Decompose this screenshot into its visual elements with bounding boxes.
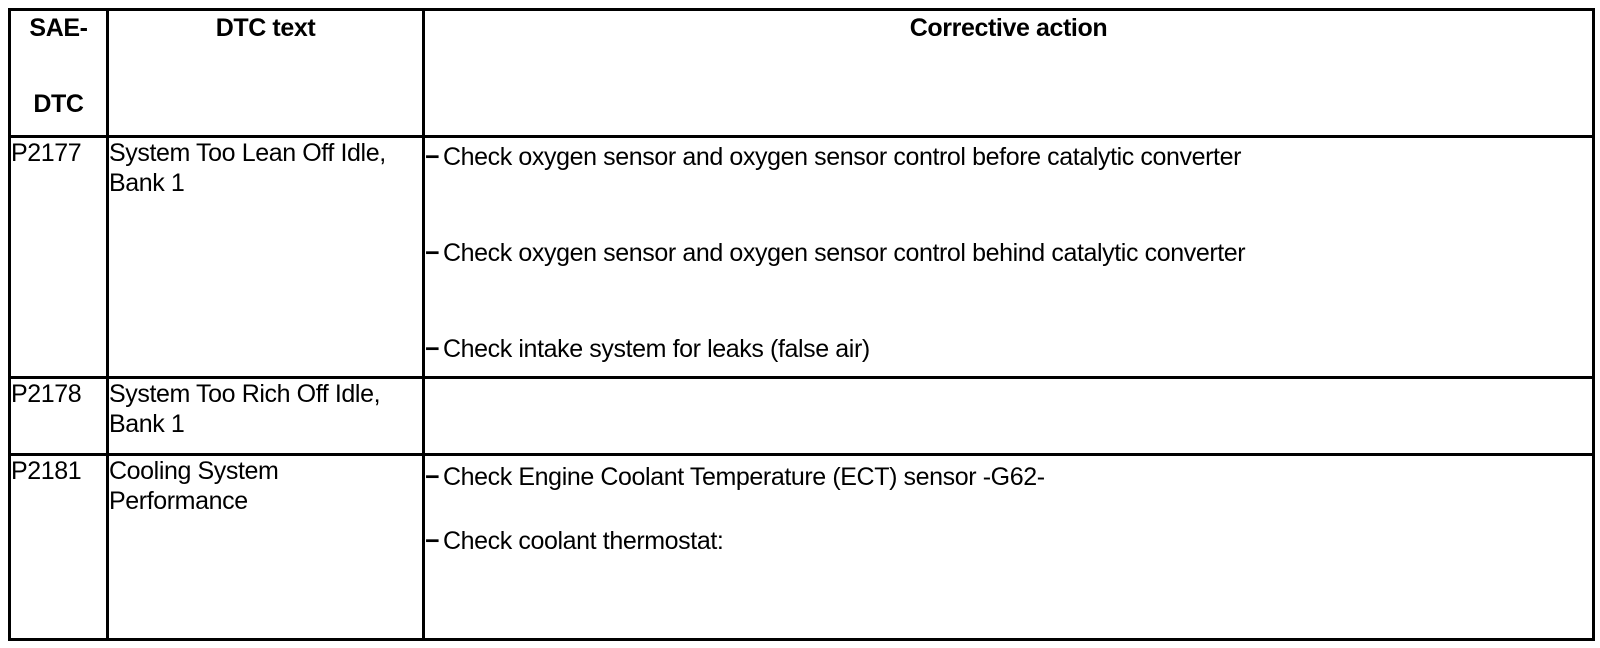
action-item xyxy=(425,142,1592,172)
dash-bullet-icon: − xyxy=(425,527,440,555)
table-row xyxy=(10,378,1594,455)
table-row xyxy=(10,455,1594,640)
action-text: Check coolant thermostat: xyxy=(443,527,724,555)
action-item xyxy=(425,238,1592,268)
action-item xyxy=(425,526,1592,556)
action-text: Check intake system for leaks (false air) xyxy=(443,335,870,363)
dtc-code-cell: P2177 xyxy=(10,137,108,378)
dtc-text-cell: System Too Rich Off Idle, Bank 1 xyxy=(108,378,424,455)
dtc-table xyxy=(8,8,1595,641)
dash-bullet-icon: − xyxy=(425,335,440,363)
dtc-code-cell: P2181 xyxy=(10,455,108,640)
header-corrective-action: Corrective action xyxy=(424,10,1594,137)
corrective-action-cell xyxy=(424,455,1594,640)
action-item xyxy=(425,334,1592,364)
corrective-action-cell xyxy=(424,378,1594,455)
action-text: Check Engine Coolant Temperature (ECT) sensor -G62- xyxy=(443,463,1045,491)
action-item xyxy=(425,462,1592,492)
header-sae-dtc-line1: SAE- xyxy=(29,14,88,42)
header-sae-dtc-line2: DTC xyxy=(33,90,84,118)
dash-bullet-icon: − xyxy=(425,143,440,171)
dtc-text-cell: Cooling System Performance xyxy=(108,455,424,640)
dtc-text-cell: System Too Lean Off Idle, Bank 1 xyxy=(108,137,424,378)
table-header-row xyxy=(10,10,1594,137)
dtc-code-cell: P2178 xyxy=(10,378,108,455)
action-text: Check oxygen sensor and oxygen sensor control before catalytic converter xyxy=(443,143,1242,171)
action-text: Check oxygen sensor and oxygen sensor control behind catalytic converter xyxy=(443,239,1246,267)
corrective-action-cell xyxy=(424,137,1594,378)
header-sae-dtc xyxy=(10,10,108,137)
header-dtc-text: DTC text xyxy=(108,10,424,137)
table-row xyxy=(10,137,1594,378)
dash-bullet-icon: − xyxy=(425,463,440,491)
dash-bullet-icon: − xyxy=(425,239,440,267)
